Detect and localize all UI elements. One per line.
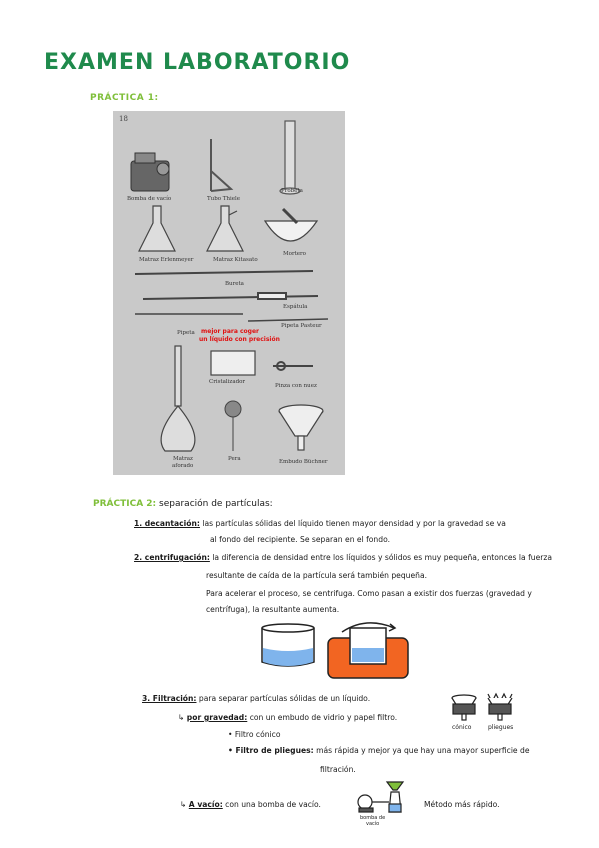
vacuum-pump-small-icon xyxy=(358,795,389,812)
vacuum-pump-icon xyxy=(131,153,169,191)
arrow-icon-2: ↳ xyxy=(180,800,187,809)
vacio-term: A vacío: xyxy=(188,800,223,809)
practica2-title: separación de partículas: xyxy=(159,499,273,509)
conical-filter-icon xyxy=(452,695,476,720)
graduated-cylinder-icon xyxy=(280,121,300,194)
gravedad-text: con un embudo de vidrio y papel filtro. xyxy=(249,713,398,722)
label-mortero: Mortero xyxy=(283,251,306,257)
arrow-icon: ↳ xyxy=(178,713,185,722)
filtracion-term: 3. Filtración: xyxy=(142,694,197,703)
label-erlenmeyer: Matraz Erlenmeyer xyxy=(139,257,194,263)
volumetric-flask-icon xyxy=(161,346,195,451)
centrifuge-icon xyxy=(328,623,408,678)
pleated-filter-icon xyxy=(488,694,512,720)
label-tubo: Tubo Thiele xyxy=(207,196,241,202)
pliegues-term: • Filtro de pliegues: xyxy=(228,746,314,755)
vacuum-filtration-drawing xyxy=(355,778,415,818)
vacio-text-1: con una bomba de vacío. xyxy=(225,800,321,809)
buchner-funnel-icon xyxy=(279,405,323,450)
pliegues-text-2: filtración. xyxy=(320,765,356,774)
centrif-text-2: resultante de caída de la partícula será también pequeña. xyxy=(206,571,428,580)
centrifuge-drawing xyxy=(258,618,418,680)
thiele-tube-icon xyxy=(211,139,231,191)
label-pinza: Pinza con nuez xyxy=(275,383,317,389)
label-pipeta: Pipeta xyxy=(177,330,195,336)
label-pliegues: pliegues xyxy=(488,724,514,731)
pasteur-pipette-icon xyxy=(248,319,328,321)
filtracion-line-1 xyxy=(142,693,370,704)
decantacion-text-2: al fondo del recipiente. Se separan en el fondo. xyxy=(210,535,390,544)
pliegues-line-1 xyxy=(228,745,530,756)
page-title: EXAMEN LABORATORIO xyxy=(44,50,351,75)
centrif-text-1: la diferencia de densidad entre los líquidos y sólidos es muy pequeña, entonces la fuerza xyxy=(212,553,553,562)
practica1-label: PRÁCTICA 1: xyxy=(90,93,159,103)
kitasato-flask-icon xyxy=(207,206,243,251)
burette-icon xyxy=(135,271,313,274)
label-conico: cónico xyxy=(452,724,472,731)
label-matraz-aforado-1: Matraz xyxy=(173,456,193,462)
page-number: 18 xyxy=(119,115,128,123)
crystallizer-icon xyxy=(211,351,255,375)
label-matraz-aforado-2: aforado xyxy=(172,463,194,469)
practica2-heading xyxy=(93,499,273,509)
gravedad-line xyxy=(178,712,397,723)
conico-item: • Filtro cónico xyxy=(228,730,281,739)
label-probeta: Probeta xyxy=(281,188,303,194)
decantacion-term: 1. decantación: xyxy=(134,519,200,528)
label-pipeta-pasteur: Pipeta Pasteur xyxy=(281,323,322,329)
equipment-drawings xyxy=(113,111,345,475)
decantacion-line-1 xyxy=(134,518,506,529)
centrif-text-4: centrífuga), la resultante aumenta. xyxy=(206,605,340,614)
beaker-icon xyxy=(262,624,314,666)
lab-equipment-photo xyxy=(113,111,345,475)
decantacion-text-1: las partículas sólidas del líquido tienen mayor densidad y por la gravedad se va xyxy=(202,519,506,528)
practica2-label: PRÁCTICA 2: xyxy=(93,499,157,509)
label-bomba: Bomba de vacío xyxy=(127,196,172,202)
pliegues-text-1: más rápida y mejor ya que hay una mayor superficie de xyxy=(316,746,530,755)
red-note-2: un líquido con precisión xyxy=(199,336,280,343)
label-buchner: Embudo Büchner xyxy=(279,459,328,465)
label-pera: Pera xyxy=(228,456,241,462)
pipette-bulb-icon xyxy=(225,401,241,451)
filtracion-text-1: para separar partículas sólidas de un líquido. xyxy=(198,694,371,703)
vacio-text-2: Método más rápido. xyxy=(424,800,500,809)
centrif-term: 2. centrifugación: xyxy=(134,553,210,562)
bomba-label-1: bomba de xyxy=(360,815,386,821)
label-cristalizador: Cristalizador xyxy=(209,379,246,385)
buchner-small-icon xyxy=(387,782,403,812)
vacio-line xyxy=(180,799,321,810)
centrif-line-1 xyxy=(134,552,552,563)
erlenmeyer-flask-icon xyxy=(139,206,175,251)
gravedad-term: por gravedad: xyxy=(186,713,248,722)
red-note-1: mejor para coger xyxy=(201,328,259,335)
centrif-text-3: Para acelerar el proceso, se centrifuga. Como pasan a existir dos fuerzas (gravedad y xyxy=(206,589,532,598)
label-espatula: Espátula xyxy=(283,304,308,310)
clamp-icon xyxy=(273,362,313,370)
bomba-label-2: vacío xyxy=(366,821,380,827)
spatula-icon xyxy=(143,293,318,299)
label-kitasato: Matraz Kitasato xyxy=(213,257,258,263)
mortar-icon xyxy=(265,209,317,241)
label-bureta: Bureta xyxy=(225,281,244,287)
